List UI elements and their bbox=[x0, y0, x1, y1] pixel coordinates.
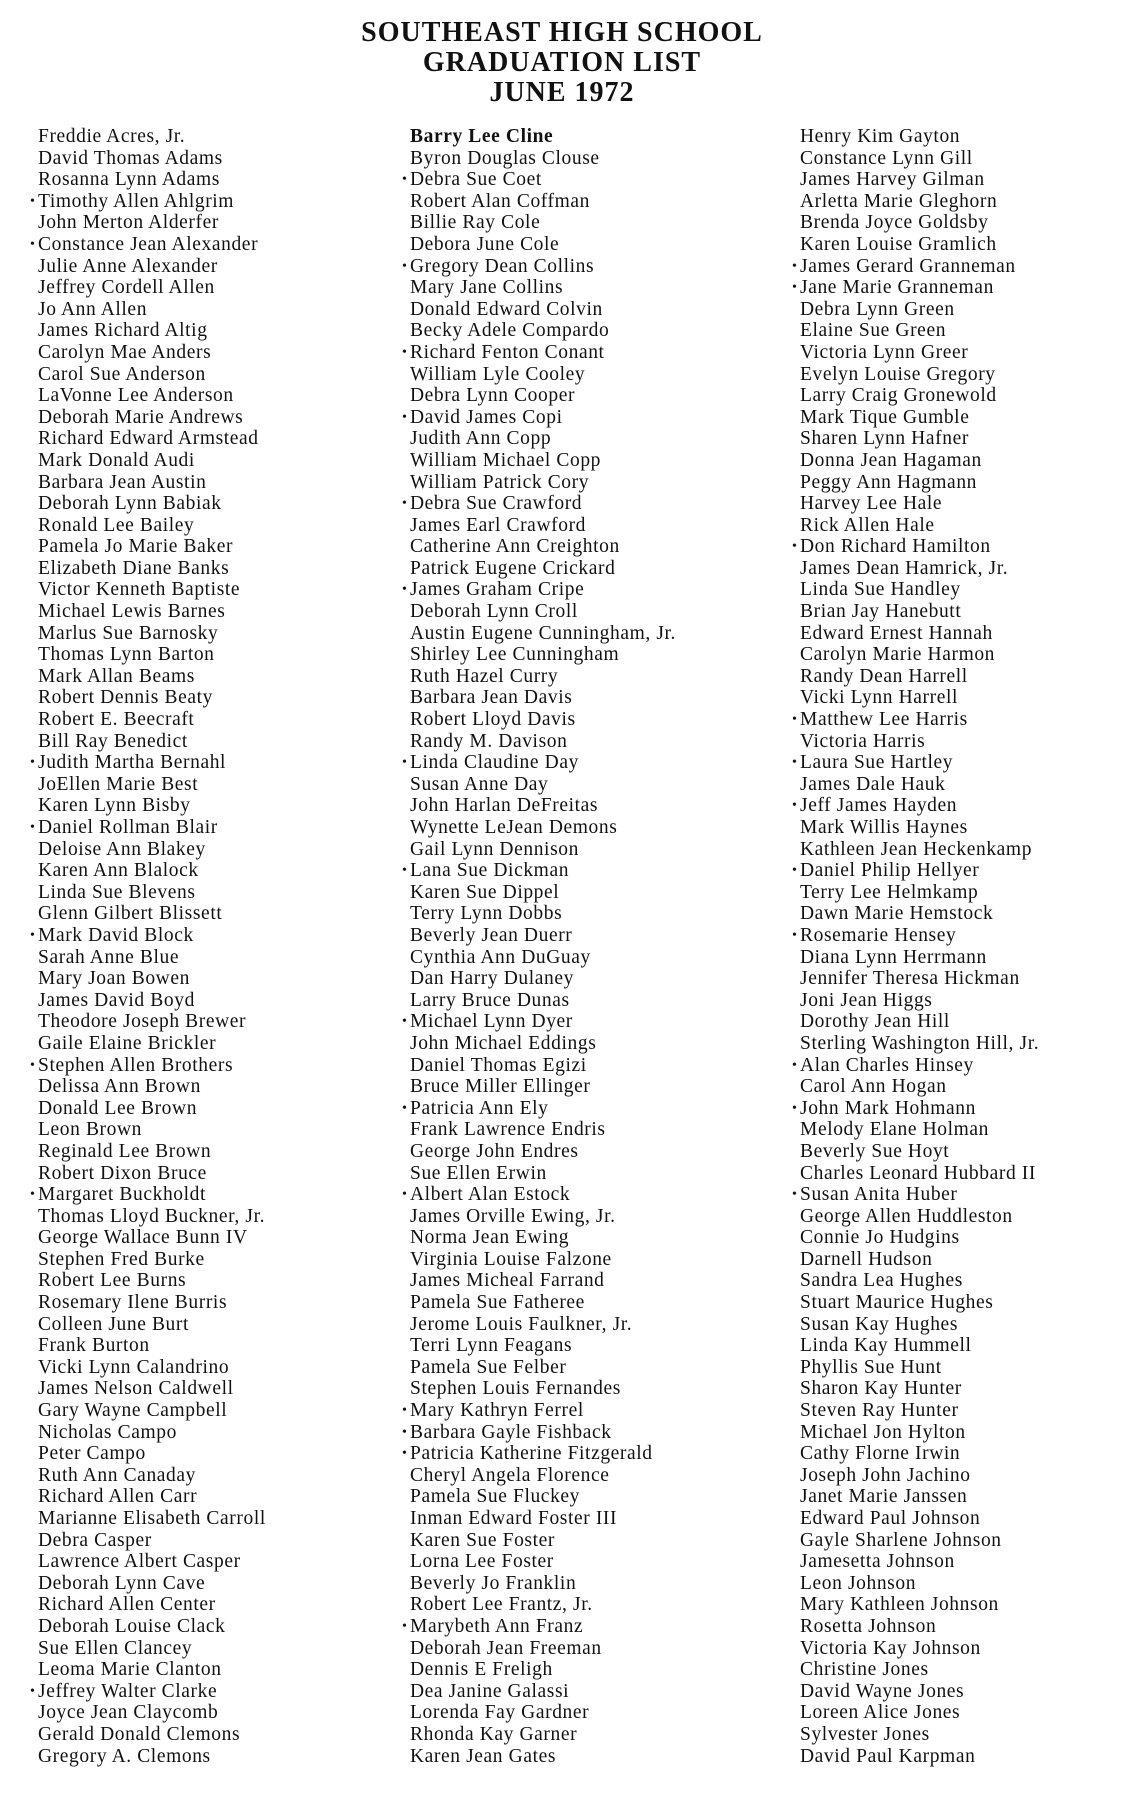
graduate-name: Bill Ray Benedict bbox=[38, 730, 188, 752]
graduate-name: Beverly Jo Franklin bbox=[410, 1572, 577, 1594]
graduate-name: James Dean Hamrick, Jr. bbox=[800, 557, 1009, 579]
graduate-name: Peter Campo bbox=[38, 1443, 146, 1465]
graduate-name: Karen Ann Blalock bbox=[38, 860, 199, 882]
graduate-name: Rosanna Lynn Adams bbox=[38, 169, 220, 191]
graduate-name: Joseph John Jachino bbox=[800, 1464, 971, 1486]
graduate-name: Marianne Elisabeth Carroll bbox=[38, 1508, 266, 1529]
graduate-name: George Allen Huddleston bbox=[800, 1205, 1013, 1227]
graduate-name: Terry Lynn Dobbs bbox=[410, 903, 563, 925]
graduate-name: Becky Adele Compardo bbox=[410, 320, 610, 342]
graduate-name: Ronald Lee Bailey bbox=[38, 514, 195, 536]
graduate-name: • David James Copi bbox=[410, 407, 800, 429]
graduate-name: Stuart Maurice Hughes bbox=[800, 1292, 994, 1314]
graduate-name: Elizabeth Diane Banks bbox=[38, 557, 230, 579]
graduate-name: Mark Donald Audi bbox=[38, 449, 195, 471]
graduate-name: • Jeffrey Walter Clarke bbox=[38, 1681, 408, 1703]
graduate-name: Robert Lee Frantz, Jr. bbox=[410, 1594, 593, 1616]
graduate-name: William Lyle Cooley bbox=[410, 363, 586, 385]
graduate-name: Susan Anne Day bbox=[410, 773, 549, 795]
graduate-name: Karen Lynn Bisby bbox=[38, 795, 191, 817]
graduate-name: Beverly Sue Hoyt bbox=[800, 1140, 950, 1162]
graduate-name: Leon Johnson bbox=[800, 1572, 917, 1594]
graduate-name: Nicholas Campo bbox=[38, 1421, 177, 1443]
graduate-name: • Marybeth Ann Franz bbox=[410, 1616, 800, 1638]
graduate-name: Robert Lee Burns bbox=[38, 1270, 187, 1292]
graduate-name: Michael Jon Hylton bbox=[800, 1421, 966, 1443]
graduate-name: Deborah Marie Andrews bbox=[38, 406, 244, 428]
graduate-name: Stephen Fred Burke bbox=[38, 1248, 205, 1270]
graduate-name: Patrick Eugene Crickard bbox=[410, 557, 616, 579]
graduate-name: Melody Elane Holman bbox=[800, 1119, 990, 1141]
graduate-name: Karen Sue Foster bbox=[410, 1529, 555, 1551]
graduate-name: Rosemary Ilene Burris bbox=[38, 1292, 228, 1314]
graduate-name: Sarah Anne Blue bbox=[38, 946, 180, 968]
graduate-name: Delissa Ann Brown bbox=[38, 1076, 201, 1098]
graduate-name: Randy Dean Harrell bbox=[800, 665, 968, 687]
graduate-name: Joni Jean Higgs bbox=[800, 989, 933, 1011]
graduate-name: Rick Allen Hale bbox=[800, 514, 935, 536]
graduate-name: Victoria Kay Johnson bbox=[800, 1637, 981, 1659]
graduate-name: Mary Kathleen Johnson bbox=[800, 1594, 999, 1616]
graduate-name: Linda Kay Hummell bbox=[800, 1335, 972, 1357]
graduate-name: Julie Anne Alexander bbox=[38, 255, 218, 277]
graduate-name: Dea Janine Galassi bbox=[410, 1680, 570, 1702]
graduate-name: Glenn Gilbert Blissett bbox=[38, 903, 223, 925]
graduate-name: Terri Lynn Feagans bbox=[410, 1335, 573, 1357]
graduate-name: Robert Dixon Bruce bbox=[38, 1162, 207, 1184]
graduate-name: Deborah Lynn Babiak bbox=[38, 493, 222, 515]
graduate-name: Deborah Lynn Cave bbox=[38, 1572, 206, 1594]
graduate-name: Henry Kim Gayton bbox=[800, 126, 961, 147]
graduate-name: Sharen Lynn Hafner bbox=[800, 428, 969, 450]
graduate-name: • Judith Martha Bernahl bbox=[38, 752, 408, 774]
graduate-name: Beverly Jean Duerr bbox=[410, 924, 573, 946]
graduate-name: Peggy Ann Hagmann bbox=[800, 471, 978, 493]
graduate-name: Linda Sue Handley bbox=[800, 579, 961, 601]
graduate-name: Debra Casper bbox=[38, 1529, 152, 1551]
graduate-name: Thomas Lloyd Buckner, Jr. bbox=[38, 1205, 266, 1227]
graduate-name: LaVonne Lee Anderson bbox=[38, 385, 234, 407]
graduate-name: JoEllen Marie Best bbox=[38, 773, 199, 795]
graduate-name: Mary Joan Bowen bbox=[38, 968, 190, 990]
graduate-name: Jo Ann Allen bbox=[38, 298, 148, 320]
graduate-name: Debra Lynn Cooper bbox=[410, 385, 576, 407]
graduate-name: James Earl Crawford bbox=[410, 514, 587, 536]
graduate-name: George Wallace Bunn IV bbox=[38, 1227, 248, 1249]
graduate-name: • Gregory Dean Collins bbox=[410, 256, 800, 278]
graduate-name: Sharon Kay Hunter bbox=[800, 1378, 962, 1400]
graduate-name: Donald Edward Colvin bbox=[410, 298, 603, 320]
graduate-name: Richard Allen Center bbox=[38, 1594, 216, 1616]
graduate-name: Karen Sue Dippel bbox=[410, 881, 560, 903]
graduate-name: Christine Jones bbox=[800, 1659, 929, 1681]
graduate-name: Lorenda Fay Gardner bbox=[410, 1702, 590, 1724]
graduate-name: • Daniel Philip Hellyer bbox=[800, 860, 1124, 882]
graduate-name: Elaine Sue Green bbox=[800, 320, 947, 342]
graduate-name: Barbara Jean Davis bbox=[410, 687, 573, 709]
graduate-name: Deborah Jean Freeman bbox=[410, 1637, 602, 1659]
graduate-name: Arletta Marie Gleghorn bbox=[800, 190, 998, 212]
graduate-name: Loreen Alice Jones bbox=[800, 1702, 961, 1724]
graduate-name: Robert E. Beecraft bbox=[38, 709, 195, 731]
graduate-name: Donald Lee Brown bbox=[38, 1097, 198, 1119]
graduate-name: • Debra Sue Coet bbox=[410, 169, 800, 191]
graduate-name: Thomas Lynn Barton bbox=[38, 644, 215, 666]
graduate-name: Lawrence Albert Casper bbox=[38, 1551, 241, 1573]
graduate-name: Randy M. Davison bbox=[410, 730, 568, 752]
graduate-name: • Patricia Ann Ely bbox=[410, 1098, 800, 1120]
graduate-name: • Stephen Allen Brothers bbox=[38, 1055, 408, 1077]
graduate-name: Reginald Lee Brown bbox=[38, 1140, 212, 1162]
graduate-name: • Laura Sue Hartley bbox=[800, 752, 1124, 774]
graduate-name: Darnell Hudson bbox=[800, 1248, 933, 1270]
graduate-name: Carolyn Marie Harmon bbox=[800, 644, 996, 666]
graduate-name: Barbara Jean Austin bbox=[38, 471, 207, 493]
graduate-name: James Orville Ewing, Jr. bbox=[410, 1205, 616, 1227]
graduate-name: Austin Eugene Cunningham, Jr. bbox=[410, 622, 677, 644]
graduate-name: Dan Harry Dulaney bbox=[410, 968, 574, 990]
graduate-name: William Patrick Cory bbox=[410, 471, 590, 493]
graduate-name: • Rosemarie Hensey bbox=[800, 925, 1124, 947]
graduate-name: • Linda Claudine Day bbox=[410, 752, 800, 774]
graduate-name: Phyllis Sue Hunt bbox=[800, 1356, 942, 1378]
graduate-name: Freddie Acres, Jr. bbox=[38, 126, 186, 147]
list-date: JUNE 1972 bbox=[489, 77, 635, 108]
graduate-name: • Jane Marie Granneman bbox=[800, 277, 1124, 299]
graduate-name: Norma Jean Ewing bbox=[410, 1227, 570, 1249]
graduate-name: Byron Douglas Clouse bbox=[410, 147, 600, 169]
graduate-name: Robert Lloyd Davis bbox=[410, 709, 576, 731]
graduate-name: • Albert Alan Estock bbox=[410, 1184, 800, 1206]
graduate-name: • James Graham Cripe bbox=[410, 579, 800, 601]
graduate-name: • Barbara Gayle Fishback bbox=[410, 1422, 800, 1444]
graduate-name: • Richard Fenton Conant bbox=[410, 342, 800, 364]
graduate-name: David Wayne Jones bbox=[800, 1680, 965, 1702]
graduate-name: Rhonda Kay Garner bbox=[410, 1723, 578, 1745]
graduate-name: Carol Sue Anderson bbox=[38, 363, 206, 385]
graduate-name: Deborah Lynn Croll bbox=[410, 601, 578, 623]
graduate-name: Sue Ellen Erwin bbox=[410, 1162, 547, 1184]
graduate-name: • Michael Lynn Dyer bbox=[410, 1011, 800, 1033]
graduate-name: Gregory A. Clemons bbox=[38, 1745, 211, 1767]
graduate-name: Marlus Sue Barnosky bbox=[38, 622, 219, 644]
graduate-name: Evelyn Louise Gregory bbox=[800, 363, 996, 385]
graduate-name: • Susan Anita Huber bbox=[800, 1184, 1124, 1206]
graduate-name: • Lana Sue Dickman bbox=[410, 860, 800, 882]
graduate-name: Pamela Jo Marie Baker bbox=[38, 536, 234, 558]
graduate-name: Richard Allen Carr bbox=[38, 1486, 198, 1508]
graduate-name: Jennifer Theresa Hickman bbox=[800, 968, 1020, 990]
graduate-name: John Merton Alderfer bbox=[38, 212, 219, 234]
page-header bbox=[0, 18, 1124, 108]
graduate-name: Billie Ray Cole bbox=[410, 212, 541, 234]
graduate-name: Victoria Lynn Greer bbox=[800, 341, 969, 363]
graduate-name: Pamela Sue Fluckey bbox=[410, 1486, 581, 1508]
graduate-name: Brian Jay Hanebutt bbox=[800, 601, 962, 623]
graduate-name: James David Boyd bbox=[38, 989, 195, 1011]
graduate-name: Jeffrey Cordell Allen bbox=[38, 277, 215, 299]
graduate-name: Kathleen Jean Heckenkamp bbox=[800, 838, 1033, 860]
graduate-name: • Margaret Buckholdt bbox=[38, 1184, 408, 1206]
graduate-name: Karen Louise Gramlich bbox=[800, 233, 997, 255]
graduate-name: Sue Ellen Clancey bbox=[38, 1637, 193, 1659]
graduate-name: • Timothy Allen Ahlgrim bbox=[38, 191, 408, 213]
graduate-name: Larry Craig Gronewold bbox=[800, 385, 997, 407]
graduate-name: Donna Jean Hagaman bbox=[800, 449, 982, 471]
graduate-name: Debra Lynn Green bbox=[800, 298, 955, 320]
graduate-name: Ruth Hazel Curry bbox=[410, 665, 559, 687]
graduate-name: Dorothy Jean Hill bbox=[800, 1011, 950, 1033]
graduate-name: Gaile Elaine Brickler bbox=[38, 1032, 217, 1054]
graduate-name: John Harlan DeFreitas bbox=[410, 795, 599, 817]
graduate-name: Barry Lee Cline bbox=[410, 126, 554, 147]
graduate-name: Deloise Ann Blakey bbox=[38, 838, 206, 860]
graduate-name: Dawn Marie Hemstock bbox=[800, 903, 994, 925]
graduate-name: Edward Ernest Hannah bbox=[800, 622, 993, 644]
graduate-name: Richard Edward Armstead bbox=[38, 428, 259, 450]
name-column-2 bbox=[410, 126, 800, 1767]
graduate-name: Catherine Ann Creighton bbox=[410, 536, 620, 558]
list-title: GRADUATION LIST bbox=[422, 47, 702, 78]
graduate-name: Gail Lynn Dennison bbox=[410, 838, 579, 860]
graduate-name: • Constance Jean Alexander bbox=[38, 234, 408, 256]
graduate-name: Dennis E Freligh bbox=[410, 1659, 553, 1681]
graduate-name: Gerald Donald Clemons bbox=[38, 1723, 241, 1745]
graduate-name: • Debra Sue Crawford bbox=[410, 493, 800, 515]
graduate-name: Michael Lewis Barnes bbox=[38, 601, 226, 623]
graduate-name: • Matthew Lee Harris bbox=[800, 709, 1124, 731]
graduate-name: • James Gerard Granneman bbox=[800, 256, 1124, 278]
graduate-name: Jerome Louis Faulkner, Jr. bbox=[410, 1313, 633, 1335]
school-name: SOUTHEAST HIGH SCHOOL bbox=[361, 17, 763, 48]
graduate-name: Leoma Marie Clanton bbox=[38, 1659, 222, 1681]
graduate-name: Gary Wayne Campbell bbox=[38, 1400, 228, 1422]
graduate-name: Robert Dennis Beaty bbox=[38, 687, 213, 709]
graduate-name: Janet Marie Janssen bbox=[800, 1486, 968, 1508]
graduate-name: Diana Lynn Herrmann bbox=[800, 946, 987, 968]
graduate-name: Sterling Washington Hill, Jr. bbox=[800, 1032, 1040, 1054]
graduate-name: Harvey Lee Hale bbox=[800, 493, 943, 515]
graduate-name: Vicki Lynn Calandrino bbox=[38, 1356, 230, 1378]
graduate-name: Sylvester Jones bbox=[800, 1723, 930, 1745]
graduate-name: Stephen Louis Fernandes bbox=[410, 1378, 621, 1400]
graduate-name: Karen Jean Gates bbox=[410, 1745, 557, 1767]
graduate-name: • Patricia Katherine Fitzgerald bbox=[410, 1443, 800, 1465]
graduate-name: Pamela Sue Felber bbox=[410, 1356, 567, 1378]
graduate-name: Steven Ray Hunter bbox=[800, 1400, 959, 1422]
graduate-name: Mary Jane Collins bbox=[410, 277, 564, 299]
graduate-name: • John Mark Hohmann bbox=[800, 1098, 1124, 1120]
graduate-name: James Micheal Farrand bbox=[410, 1270, 605, 1292]
graduate-name: Robert Alan Coffman bbox=[410, 190, 591, 212]
graduate-name: Cynthia Ann DuGuay bbox=[410, 946, 591, 968]
graduate-name: Shirley Lee Cunningham bbox=[410, 644, 620, 666]
graduate-name: Mark Willis Haynes bbox=[800, 817, 968, 838]
graduate-name: Deborah Louise Clack bbox=[38, 1615, 226, 1637]
graduate-name: David Thomas Adams bbox=[38, 147, 223, 169]
graduate-name: Larry Bruce Dunas bbox=[410, 989, 570, 1011]
graduate-name: Victor Kenneth Baptiste bbox=[38, 579, 241, 601]
graduate-name: Gayle Sharlene Johnson bbox=[800, 1529, 1002, 1551]
graduate-name: Colleen June Burt bbox=[38, 1313, 190, 1335]
graduate-name: David Paul Karpman bbox=[800, 1745, 976, 1767]
graduate-name: Susan Kay Hughes bbox=[800, 1313, 959, 1335]
graduate-name: Bruce Miller Ellinger bbox=[410, 1076, 591, 1098]
graduate-name: • Alan Charles Hinsey bbox=[800, 1055, 1124, 1077]
graduate-name: Vicki Lynn Harrell bbox=[800, 687, 959, 709]
graduate-name: Mark Tique Gumble bbox=[800, 406, 970, 428]
graduate-name: • Daniel Rollman Blair bbox=[38, 817, 408, 839]
graduate-name: Charles Leonard Hubbard II bbox=[800, 1162, 1036, 1184]
graduate-name: • Mark David Block bbox=[38, 925, 408, 947]
graduate-name: • Mary Kathryn Ferrel bbox=[410, 1400, 800, 1422]
graduate-name: Cheryl Angela Florence bbox=[410, 1464, 610, 1486]
graduate-name: Leon Brown bbox=[38, 1119, 143, 1141]
graduate-name: Jamesetta Johnson bbox=[800, 1551, 955, 1573]
graduate-name: Ruth Ann Canaday bbox=[38, 1464, 197, 1486]
graduate-name: Sandra Lea Hughes bbox=[800, 1270, 963, 1292]
graduate-name: Debora June Cole bbox=[410, 233, 560, 255]
graduate-name: Rosetta Johnson bbox=[800, 1615, 937, 1637]
graduate-name: Frank Burton bbox=[38, 1335, 150, 1357]
graduate-name: Joyce Jean Claycomb bbox=[38, 1702, 219, 1724]
graduate-name: Brenda Joyce Goldsby bbox=[800, 212, 989, 234]
graduate-name: Cathy Florne Irwin bbox=[800, 1443, 961, 1465]
graduate-name: Pamela Sue Fatheree bbox=[410, 1292, 585, 1314]
graduate-name: Daniel Thomas Egizi bbox=[410, 1054, 587, 1076]
graduate-name: Lorna Lee Foster bbox=[410, 1551, 554, 1573]
name-column-1 bbox=[38, 126, 408, 1767]
name-column-3 bbox=[800, 126, 1124, 1767]
graduate-name: James Dale Hauk bbox=[800, 773, 946, 795]
graduate-name: James Richard Altig bbox=[38, 320, 208, 342]
graduate-name: Linda Sue Blevens bbox=[38, 881, 196, 903]
graduate-name: Virginia Louise Falzone bbox=[410, 1248, 612, 1270]
graduate-name: William Michael Copp bbox=[410, 449, 602, 471]
graduate-name: Edward Paul Johnson bbox=[800, 1508, 981, 1529]
graduate-name: • Jeff James Hayden bbox=[800, 795, 1124, 817]
graduate-name: Frank Lawrence Endris bbox=[410, 1119, 606, 1141]
graduate-name: Victoria Harris bbox=[800, 730, 926, 752]
graduate-name: John Michael Eddings bbox=[410, 1032, 597, 1054]
graduate-name: Wynette LeJean Demons bbox=[410, 817, 618, 838]
graduate-name: • Don Richard Hamilton bbox=[800, 536, 1124, 558]
graduate-name: Mark Allan Beams bbox=[38, 665, 195, 687]
graduate-name: Constance Lynn Gill bbox=[800, 147, 973, 169]
graduate-name: George John Endres bbox=[410, 1140, 579, 1162]
graduate-name: Terry Lee Helmkamp bbox=[800, 881, 979, 903]
graduate-name: Judith Ann Copp bbox=[410, 428, 552, 450]
graduate-name: James Harvey Gilman bbox=[800, 169, 985, 191]
graduate-name: Carolyn Mae Anders bbox=[38, 341, 212, 363]
graduate-name: Connie Jo Hudgins bbox=[800, 1227, 960, 1249]
graduate-name: James Nelson Caldwell bbox=[38, 1378, 234, 1400]
graduate-name: Inman Edward Foster III bbox=[410, 1508, 618, 1529]
graduate-name: Carol Ann Hogan bbox=[800, 1076, 947, 1098]
graduate-name: Theodore Joseph Brewer bbox=[38, 1011, 247, 1033]
